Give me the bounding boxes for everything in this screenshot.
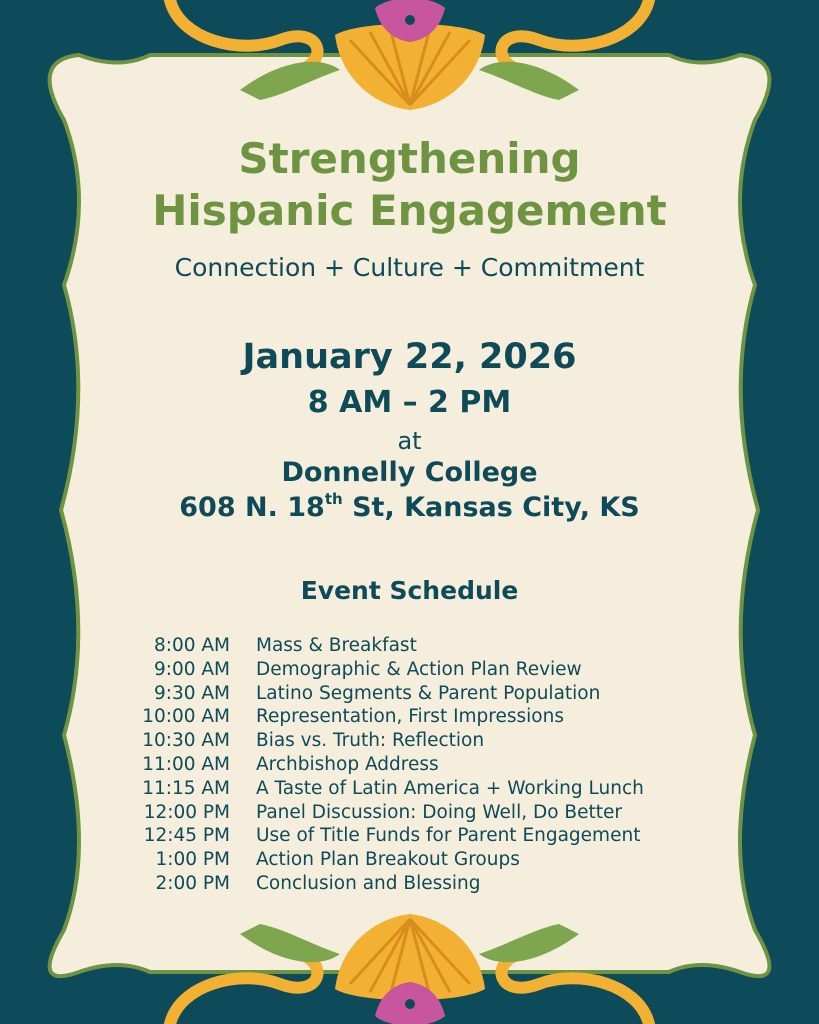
title-line-1: Strengthening xyxy=(238,134,581,183)
schedule-activity: Demographic & Action Plan Review xyxy=(256,658,582,680)
schedule-time: 10:30 AM xyxy=(142,730,230,752)
schedule-list xyxy=(108,634,728,896)
venue-name: Donnelly College xyxy=(281,457,538,488)
schedule-time: 12:45 PM xyxy=(143,825,230,847)
schedule-time: 1:00 PM xyxy=(155,849,230,871)
tagline: Connection + Culture + Commitment xyxy=(174,253,645,282)
schedule-activity: Use of Title Funds for Parent Engagement xyxy=(256,825,641,847)
schedule-row xyxy=(108,705,728,729)
schedule-row xyxy=(108,801,728,825)
schedule-activity: Representation, First Impressions xyxy=(256,706,564,728)
schedule-time: 11:15 AM xyxy=(142,777,230,799)
schedule-row xyxy=(108,658,728,682)
schedule-time: 12:00 PM xyxy=(143,801,230,823)
venue-address xyxy=(0,490,819,526)
address-ordinal: th xyxy=(324,490,343,508)
schedule-row xyxy=(108,682,728,706)
schedule-activity: A Taste of Latin America + Working Lunch xyxy=(256,777,644,799)
at-label: at xyxy=(397,427,422,455)
schedule-time: 10:00 AM xyxy=(142,706,230,728)
schedule-time: 8:00 AM xyxy=(153,635,230,656)
schedule-activity: Archbishop Address xyxy=(256,753,439,775)
schedule-row xyxy=(108,824,728,848)
schedule-row xyxy=(108,872,728,896)
schedule-time: 2:00 PM xyxy=(155,872,230,894)
schedule-row xyxy=(108,729,728,753)
event-time: 8 AM – 2 PM xyxy=(307,385,512,420)
event-date: January 22, 2026 xyxy=(242,337,577,377)
schedule-row xyxy=(108,753,728,777)
title-line-2: Hispanic Engagement xyxy=(152,186,667,235)
schedule-heading: Event Schedule xyxy=(300,576,519,605)
schedule-activity: Latino Segments & Parent Population xyxy=(256,682,601,704)
address-number: 608 N. 18 xyxy=(179,492,325,523)
schedule-row xyxy=(108,848,728,872)
schedule-activity: Action Plan Breakout Groups xyxy=(256,849,520,871)
schedule-activity: Conclusion and Blessing xyxy=(256,872,481,894)
schedule-activity: Bias vs. Truth: Reflection xyxy=(256,730,485,752)
schedule-activity: Panel Discussion: Doing Well, Do Better xyxy=(256,801,622,823)
address-street: St, Kansas City, KS xyxy=(342,492,640,523)
schedule-time: 11:00 AM xyxy=(142,753,230,775)
schedule-row xyxy=(108,777,728,801)
schedule-time: 9:00 AM xyxy=(153,658,230,680)
schedule-time: 9:30 AM xyxy=(153,682,230,704)
schedule-activity: Mass & Breakfast xyxy=(256,635,417,656)
schedule-row xyxy=(108,634,728,658)
